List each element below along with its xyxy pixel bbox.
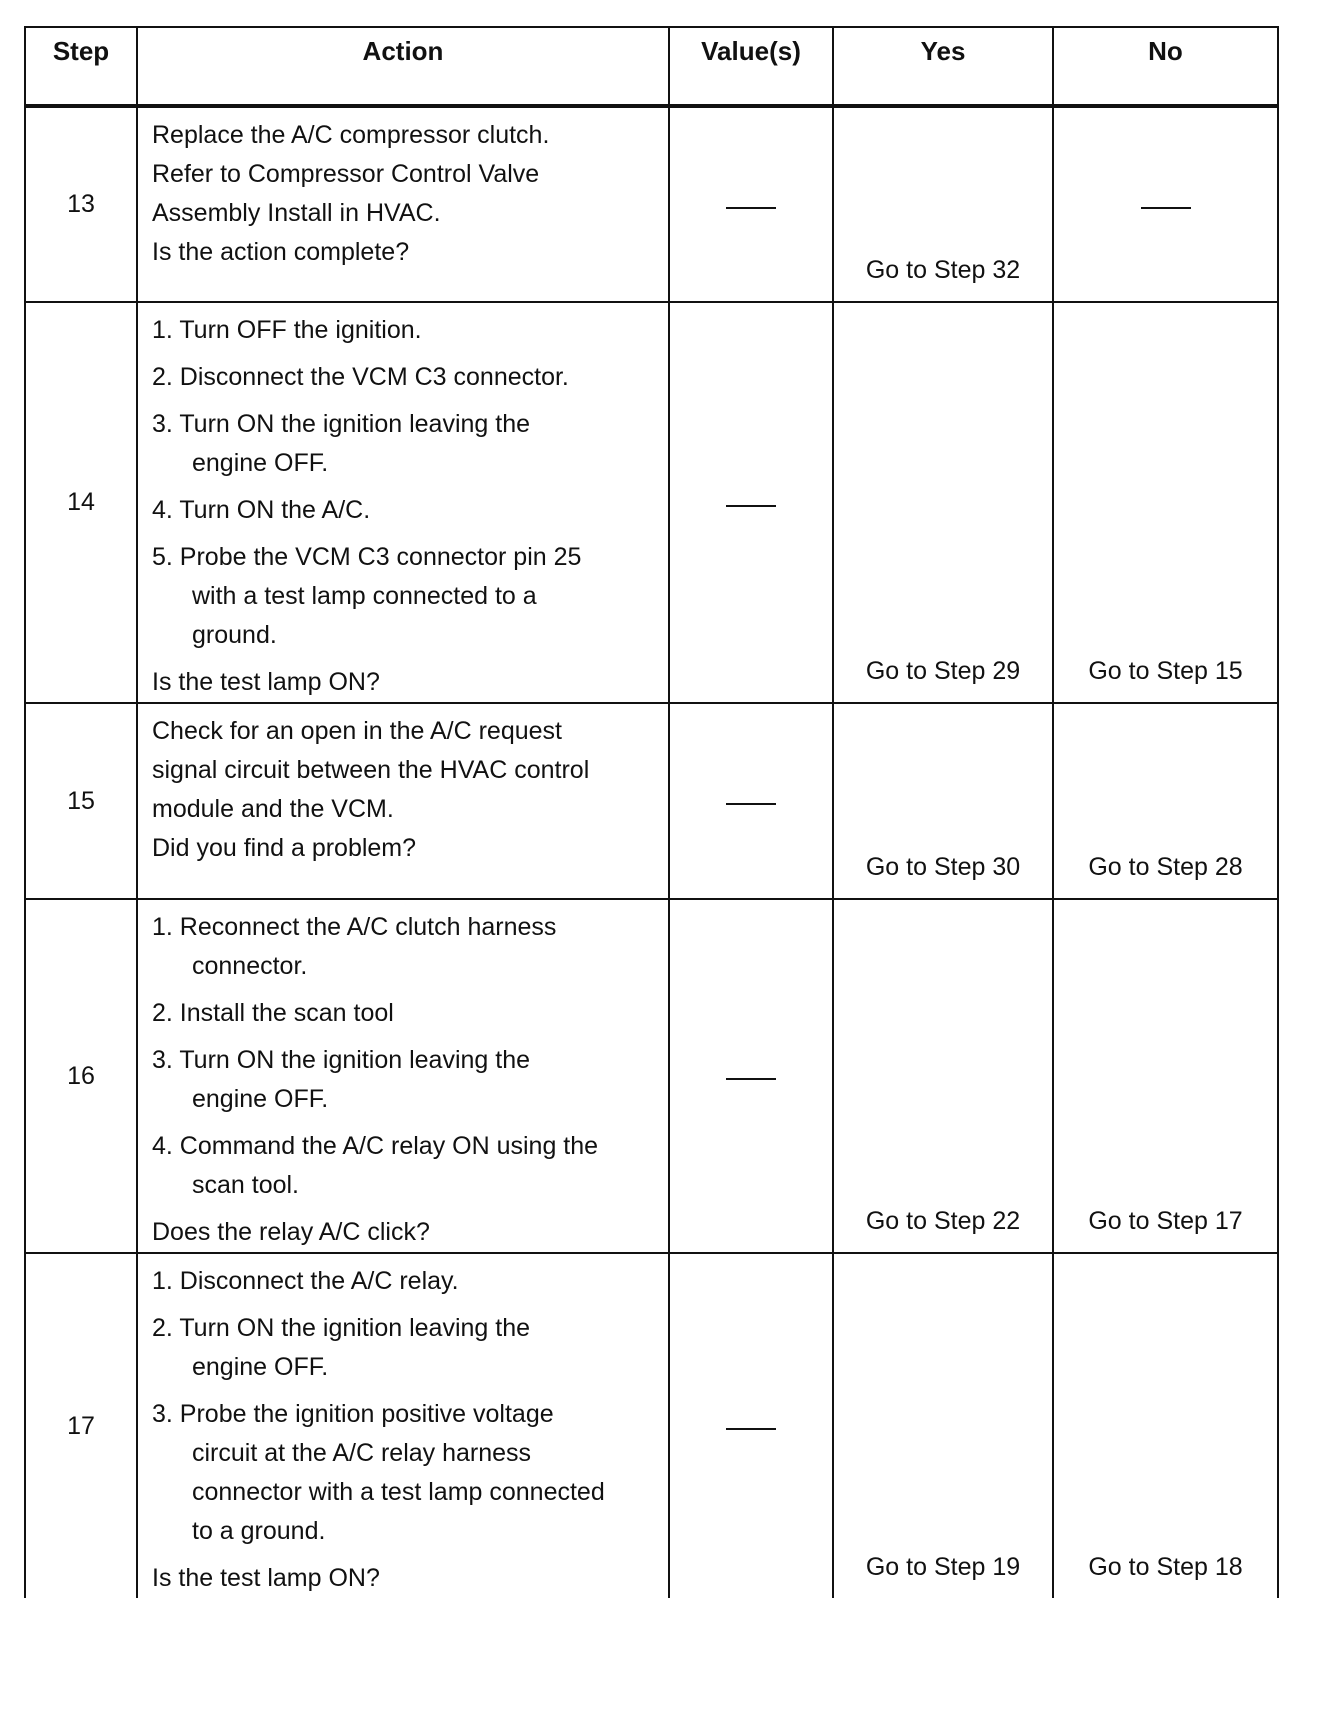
value-cell xyxy=(669,106,833,302)
action-cell xyxy=(137,1253,669,1598)
header-no: No xyxy=(1053,27,1278,106)
action-question: Is the action complete? xyxy=(152,238,410,266)
action-line: Replace the A/C compressor clutch. xyxy=(152,121,550,149)
no-dash xyxy=(1141,207,1191,209)
yes-cell: Go to Step 19 xyxy=(833,1253,1053,1598)
value-cell xyxy=(669,703,833,899)
no-cell: Go to Step 15 xyxy=(1053,302,1278,703)
action-step: 2. Install the scan tool xyxy=(152,999,394,1027)
step-number: 13 xyxy=(25,106,137,302)
header-action: Action xyxy=(137,27,669,106)
action-step: 1. Disconnect the A/C relay. xyxy=(152,1267,459,1295)
action-question: Is the test lamp ON? xyxy=(152,668,380,696)
table-row xyxy=(25,703,1278,899)
header-step: Step xyxy=(25,27,137,106)
step-number: 16 xyxy=(25,899,137,1253)
yes-cell: Go to Step 30 xyxy=(833,703,1053,899)
action-line: Check for an open in the A/C request xyxy=(152,717,562,745)
action-step: 3. Probe the ignition positive voltage circuit at the A/C relay harness connector with a test lamp connected to a ground. xyxy=(152,1400,605,1545)
action-line: signal circuit between the HVAC control xyxy=(152,756,590,784)
yes-cell: Go to Step 29 xyxy=(833,302,1053,703)
step-number: 15 xyxy=(25,703,137,899)
no-cell: Go to Step 17 xyxy=(1053,899,1278,1253)
action-line: Assembly Install in HVAC. xyxy=(152,199,441,227)
table-row xyxy=(25,899,1278,1253)
action-step: 1. Turn OFF the ignition. xyxy=(152,316,422,344)
action-question: Is the test lamp ON? xyxy=(152,1564,380,1592)
action-steps xyxy=(152,1262,658,1551)
header-values: Value(s) xyxy=(669,27,833,106)
value-cell xyxy=(669,1253,833,1598)
yes-cell: Go to Step 22 xyxy=(833,899,1053,1253)
action-step: 2. Disconnect the VCM C3 connector. xyxy=(152,363,569,391)
value-dash xyxy=(726,1078,776,1080)
value-dash xyxy=(726,207,776,209)
table-row xyxy=(25,106,1278,302)
action-step: 3. Turn ON the ignition leaving the engine OFF. xyxy=(152,1046,531,1113)
step-number: 14 xyxy=(25,302,137,703)
action-step: 2. Turn ON the ignition leaving the engine OFF. xyxy=(152,1314,531,1381)
header-yes: Yes xyxy=(833,27,1053,106)
no-cell xyxy=(1053,106,1278,302)
table-row xyxy=(25,1253,1278,1598)
action-cell xyxy=(137,899,669,1253)
action-step: 5. Probe the VCM C3 connector pin 25 with a test lamp connected to a ground. xyxy=(152,543,582,649)
action-cell xyxy=(137,302,669,703)
header-row xyxy=(25,27,1278,106)
action-cell xyxy=(137,703,669,899)
step-number: 17 xyxy=(25,1253,137,1598)
action-step: 4. Command the A/C relay ON using the scan tool. xyxy=(152,1132,599,1199)
action-cell xyxy=(137,106,669,302)
value-dash xyxy=(726,505,776,507)
value-cell xyxy=(669,899,833,1253)
action-question: Does the relay A/C click? xyxy=(152,1218,430,1246)
action-line: module and the VCM. xyxy=(152,795,394,823)
action-question: Did you find a problem? xyxy=(152,834,417,862)
action-steps xyxy=(152,311,658,655)
action-steps xyxy=(152,908,658,1205)
action-step: 3. Turn ON the ignition leaving the engine OFF. xyxy=(152,410,531,477)
action-step: 4. Turn ON the A/C. xyxy=(152,496,371,524)
action-line: Refer to Compressor Control Valve xyxy=(152,160,540,188)
value-dash xyxy=(726,1428,776,1430)
value-dash xyxy=(726,803,776,805)
no-cell: Go to Step 28 xyxy=(1053,703,1278,899)
yes-cell: Go to Step 32 xyxy=(833,106,1053,302)
table-row xyxy=(25,302,1278,703)
action-step: 1. Reconnect the A/C clutch harness connector. xyxy=(152,913,557,980)
value-cell xyxy=(669,302,833,703)
diagnostic-table xyxy=(24,26,1279,1598)
no-cell: Go to Step 18 xyxy=(1053,1253,1278,1598)
